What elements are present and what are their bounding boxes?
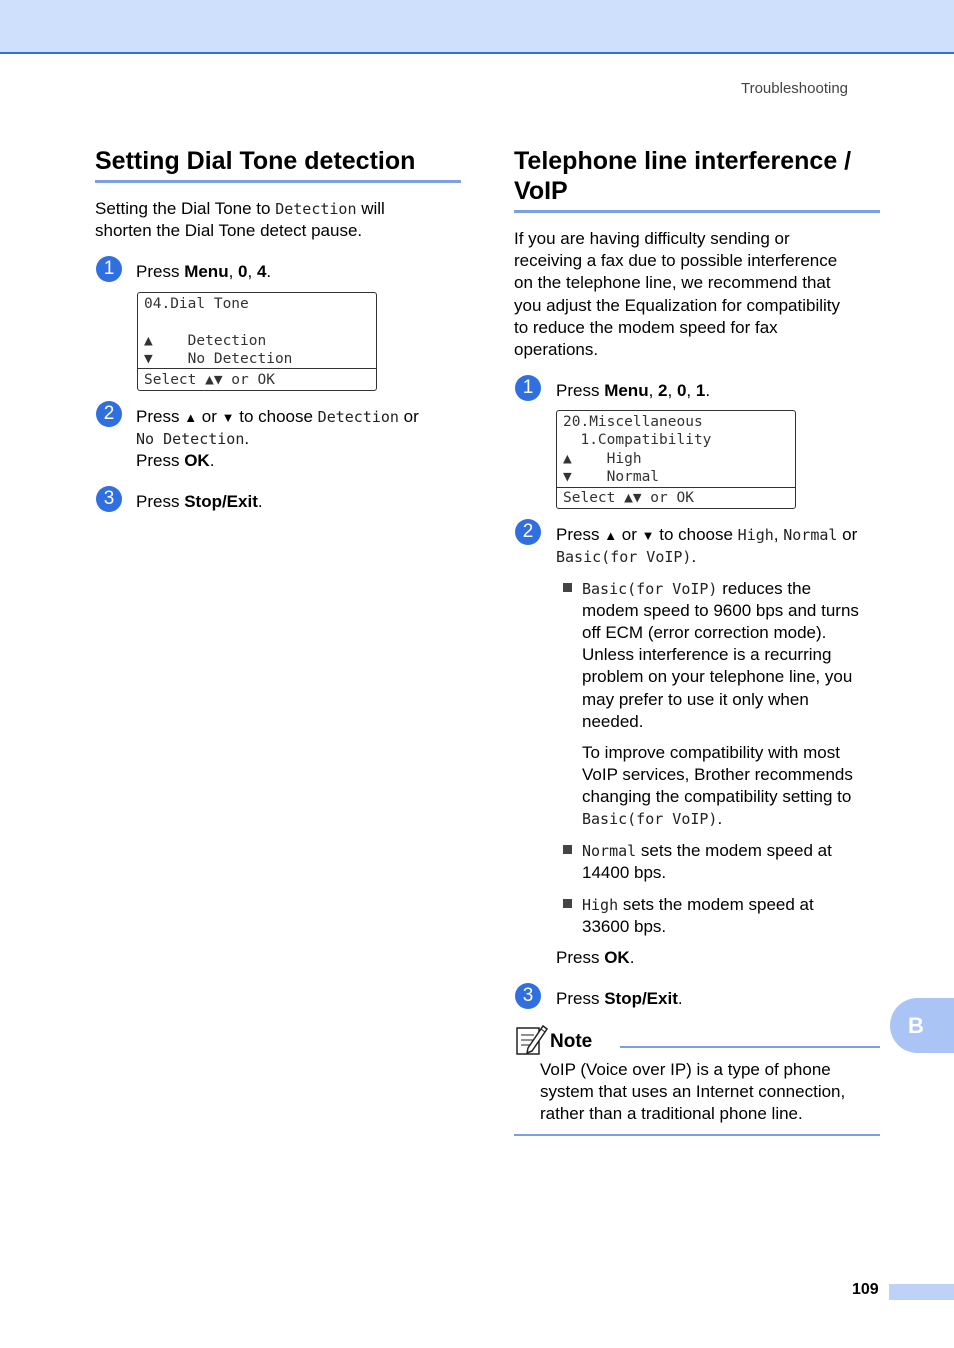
step-2-badge: 2 [515,519,541,545]
bullet2-line2: 14400 bps. [582,863,667,882]
page-number: 109 [852,1281,879,1298]
step-2-badge: 2 [96,401,122,427]
lcd-separator [138,368,376,369]
press-ok-text: Press OK. [556,948,635,967]
step-1-badge: 1 [515,375,541,401]
lcd-row: ▼ Normal [563,469,660,485]
lcd-row: 20.Miscellaneous [563,414,703,430]
running-header: Troubleshooting [740,80,848,97]
lcd-separator [557,487,795,488]
down-arrow-icon: ▼ [641,528,655,543]
right-step1-text: Press Menu, 2, 0, 1. [556,381,711,400]
left-intro-line1: Setting the Dial Tone to Detection will [95,199,385,218]
chapter-tab: B [890,998,954,1053]
lcd-row: Select ▲▼ or OK [144,372,275,388]
lcd-row: ▼ No Detection [144,351,293,367]
right-section-title-line1: Telephone line interference / [514,147,852,175]
down-arrow-icon: ▼ [221,410,235,425]
footer-bar [889,1284,954,1300]
bullet3-line1: High sets the modem speed at [582,895,814,914]
bullet-square [563,583,572,592]
lcd-row: 04.Dial Tone [144,296,249,312]
lcd-row: 1.Compatibility [563,432,712,448]
right-intro-line: on the telephone line, we recommend that [514,273,831,292]
note-title: Note [550,1031,593,1052]
bullet1-extra-line: VoIP services, Brother recommends [582,765,853,784]
left-step2-line3: Press OK. [136,451,215,470]
lcd-row: ▲ Detection [144,333,267,349]
note-line: system that uses an Internet connection, [540,1082,846,1101]
note-top-rule [620,1046,880,1048]
right-intro-line: If you are having difficulty sending or [514,229,790,248]
bullet1-line: Unless interference is a recurring [582,645,832,664]
lcd-display-compatibility [556,410,796,509]
step-3-badge: 3 [515,983,541,1009]
left-step2-line2: No Detection. [136,429,250,448]
right-intro-line: operations. [514,340,599,359]
bullet1-extra-line: To improve compatibility with most [582,743,840,762]
left-section-title: Setting Dial Tone detection [95,147,416,175]
note-line: VoIP (Voice over IP) is a type of phone [540,1060,831,1079]
left-step3-text: Press Stop/Exit. [136,492,263,511]
left-step2-line1: Press ▲ or ▼ to choose Detection or [136,407,419,426]
bullet1-line: needed. [582,712,644,731]
up-arrow-icon: ▲ [604,528,618,543]
lcd-row: ▲ High [563,451,642,467]
right-step2-line1: Press ▲ or ▼ to choose High, Normal or [556,525,858,544]
bullet1-line: modem speed to 9600 bps and turns [582,601,859,620]
left-step1-text: Press Menu, 0, 4. [136,262,272,281]
header-band [0,0,954,54]
bullet1-extra-line: changing the compatibility setting to [582,787,852,806]
lcd-display-dial-tone [137,292,377,391]
right-intro-line: to reduce the modem speed for fax [514,318,778,337]
right-title-rule [514,210,880,213]
right-intro-line: you adjust the Equalization for compatibility [514,296,841,315]
bullet1-extra-line: Basic(for VoIP). [582,809,723,828]
bullet-square [563,845,572,854]
bullet-square [563,899,572,908]
right-step3-text: Press Stop/Exit. [556,989,683,1008]
bullet1-line: off ECM (error correction mode). [582,623,827,642]
bullet2-line1: Normal sets the modem speed at [582,841,832,860]
step-3-badge: 3 [96,486,122,512]
left-title-rule [95,180,461,183]
left-intro-line2: shorten the Dial Tone detect pause. [95,221,363,240]
note-pencil-icon [514,1022,548,1056]
bullet1-line: problem on your telephone line, you [582,667,853,686]
note-bottom-rule [514,1134,880,1136]
bullet1-line: may prefer to use it only when [582,690,809,709]
right-section-title-line2: VoIP [514,177,568,205]
up-arrow-icon: ▲ [184,410,198,425]
bullet1-line1: Basic(for VoIP) reduces the [582,579,812,598]
right-intro-line: receiving a fax due to possible interference [514,251,838,270]
right-step2-line2: Basic(for VoIP). [556,547,697,566]
step-1-badge: 1 [96,256,122,282]
lcd-row: Select ▲▼ or OK [563,490,694,506]
bullet3-line2: 33600 bps. [582,917,667,936]
note-line: rather than a traditional phone line. [540,1104,803,1123]
